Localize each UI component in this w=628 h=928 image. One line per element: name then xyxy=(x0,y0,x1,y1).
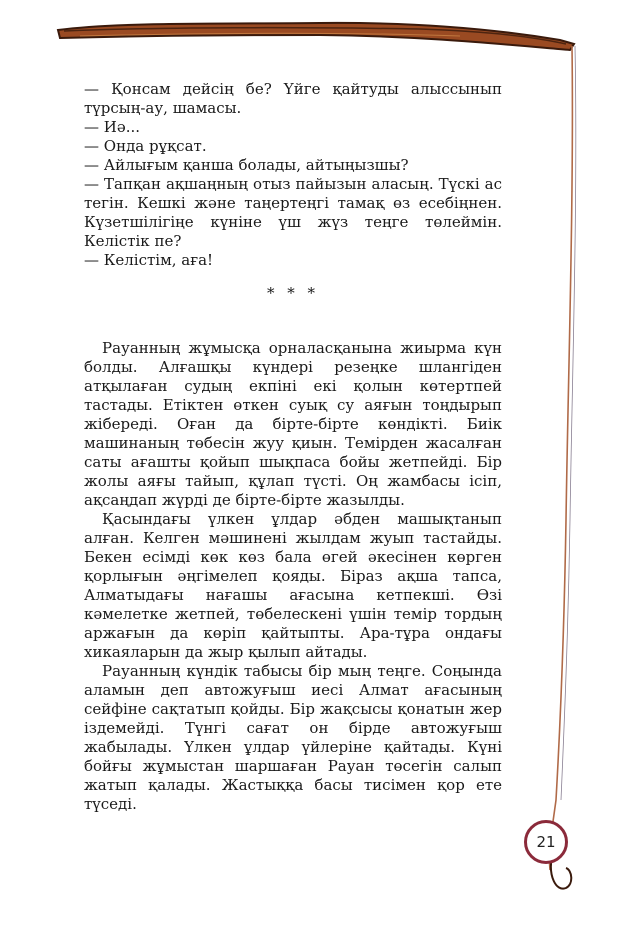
paragraph: Рауанның жұмысқа орналасқанына жиырма күн болды. Алғашқы күндері резеңке шлангіден атқылаған судың екпіні екі қолын көтертпей тастады. Етіктен өткен суық су аяғын тоңдырып жібереді. Оған да бірте-бірте көндікті. Биік машинаның төбесін жуу қиын. Темірден жасалған саты ағашты қойып шықпаса бойы жетпейді. Бір жолы аяғы тайып, құлап түсті. Оң жамбасы ісіп, ақсаңдап жүрді де бірте-бірте жазылды. xyxy=(84,339,502,509)
dialog-line: — Онда рұқсат. xyxy=(84,137,207,155)
dialog-line: — Қонсам дейсің бе? Үйге қайтуды алыссынып түрсың-ау, шамасы. xyxy=(84,80,502,117)
dialog-line: — Тапқан ақшаңның отыз пайызын аласың. Түскі ас тегін. Кешкі және таңертеңгі тамақ өз есебіңнен. Күзетшілігіңе күніне үш жүз теңге төлеймін. Келістік пе? xyxy=(84,175,502,250)
page-number: 21 xyxy=(524,820,568,864)
page-text xyxy=(84,80,502,814)
dialog-line: — Айлығым қанша болады, айтыңызшы? xyxy=(84,156,409,174)
section-separator: * * * xyxy=(266,284,320,302)
top-wooden-bar xyxy=(58,23,574,50)
paragraph: Рауанның күндік табысы бір мың теңге. Соңында аламын деп автожуғыш иесі Алмат ағасының сейфіне сақтатып қойды. Бір жақсысы қонатын жер іздемейді. Түнгі сағат он бірде автожуғыш жабылады. Үлкен ұлдар үйлеріне қайтады. Күні бойғы жұмыстан шаршаған Рауан төсегін салып жатып қалады. Жастыққа басы тисімен қор ете түседі. xyxy=(84,662,502,813)
dialog-line: — Иә... xyxy=(84,118,141,136)
paragraph: Қасындағы үлкен ұлдар әбден машықтанып алған. Келген мәшинені жылдам жуып тастайды. Бекен есімді көк көз бала өгей әкесінен көрген қорлығын әңгімелеп қояды. Біраз ақша тапса, Алматыдағы нағашы ағасына кетпекші. Өзі кәмелетке жетпей, төбелескені үшін темір тордың аржағын да көріп қайтыпты. Ара-тұра ондағы хикаяларын да жыр қылып айтады. xyxy=(84,510,502,661)
hanging-line xyxy=(549,46,572,870)
dialog-line: — Келістім, аға! xyxy=(84,251,214,269)
